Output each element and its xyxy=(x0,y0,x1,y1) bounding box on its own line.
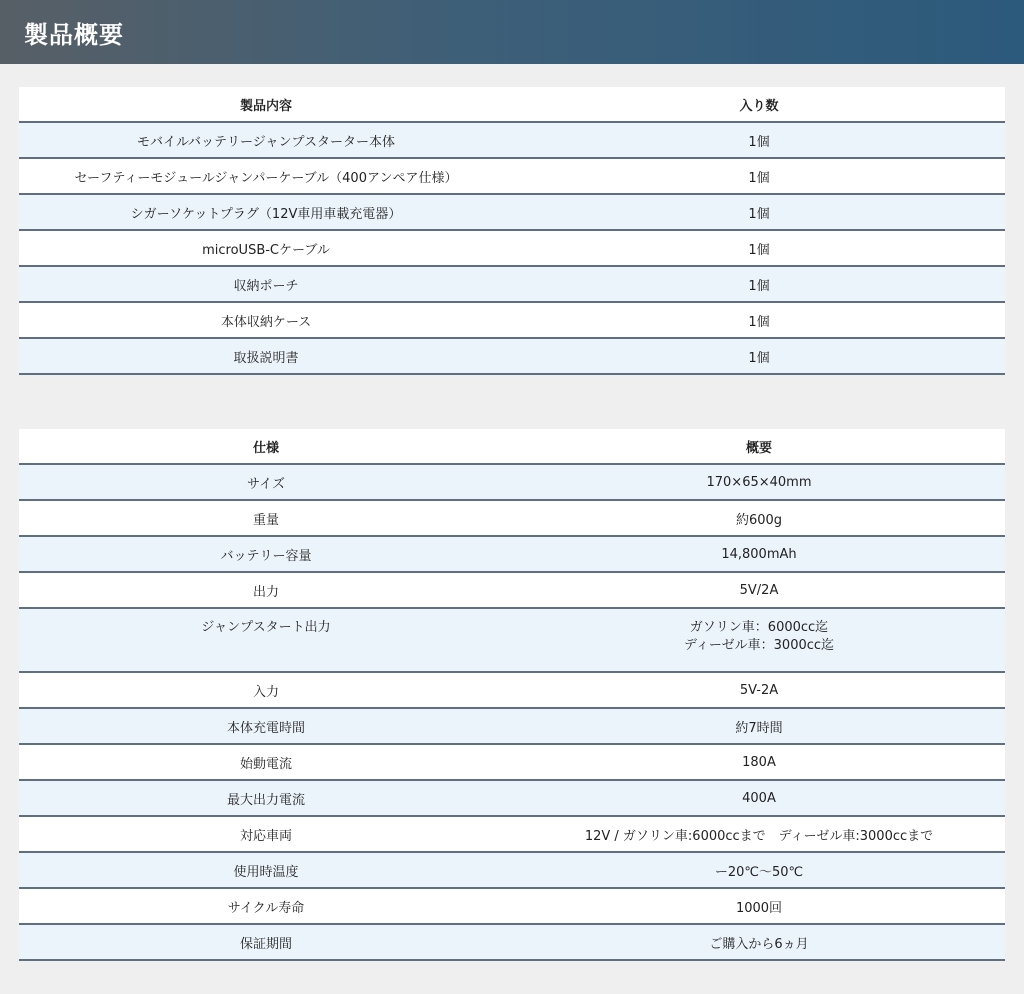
table-row xyxy=(19,122,1005,158)
table-row xyxy=(19,464,1005,500)
table-row xyxy=(19,608,1005,672)
spec-name: 重量 xyxy=(19,500,513,536)
table-row xyxy=(19,924,1005,960)
item-name: シガーソケットプラグ（12V車用車載充電器） xyxy=(19,194,513,230)
spec-value: 14,800mAh xyxy=(513,536,1005,572)
table-row xyxy=(19,780,1005,816)
spec-name: 本体充電時間 xyxy=(19,708,513,744)
spec-name: 保証期間 xyxy=(19,924,513,960)
spec-name: サイクル寿命 xyxy=(19,888,513,924)
spec-value: 1000回 xyxy=(513,888,1005,924)
item-name: microUSB-Cケーブル xyxy=(19,230,513,266)
page-header xyxy=(0,0,1024,64)
spec-value xyxy=(513,608,1005,672)
spec-value: ー20℃〜50℃ xyxy=(513,852,1005,888)
column-header-spec: 仕様 xyxy=(19,429,513,464)
spec-value: 400A xyxy=(513,780,1005,816)
item-name: セーフティーモジュールジャンパーケーブル（400アンペア仕様） xyxy=(19,158,513,194)
column-header-summary: 概要 xyxy=(513,429,1005,464)
spec-name: 出力 xyxy=(19,572,513,608)
spec-value: 180A xyxy=(513,744,1005,780)
item-quantity: 1個 xyxy=(513,122,1005,158)
item-name: 本体収納ケース xyxy=(19,302,513,338)
spec-value: 約600g xyxy=(513,500,1005,536)
table-row xyxy=(19,572,1005,608)
table-row xyxy=(19,744,1005,780)
item-quantity: 1個 xyxy=(513,266,1005,302)
page-title: 製品概要 xyxy=(24,19,124,49)
table-header-row xyxy=(19,87,1005,122)
spec-table xyxy=(19,429,1005,961)
contents-table xyxy=(19,87,1005,375)
spec-value-line: ガソリン車：6000cc迄 xyxy=(689,620,829,635)
spec-value: 170×65×40mm xyxy=(513,464,1005,500)
spec-name: バッテリー容量 xyxy=(19,536,513,572)
table-row xyxy=(19,672,1005,708)
table-row xyxy=(19,852,1005,888)
item-name: 収納ポーチ xyxy=(19,266,513,302)
spec-name: 入力 xyxy=(19,672,513,708)
item-quantity: 1個 xyxy=(513,302,1005,338)
item-name: 取扱説明書 xyxy=(19,338,513,374)
spec-name: サイズ xyxy=(19,464,513,500)
spec-name: 最大出力電流 xyxy=(19,780,513,816)
table-row xyxy=(19,194,1005,230)
table-header-row xyxy=(19,429,1005,464)
spec-name: 始動電流 xyxy=(19,744,513,780)
spec-name: 使用時温度 xyxy=(19,852,513,888)
table-row xyxy=(19,500,1005,536)
spec-value: ご購入から6ヵ月 xyxy=(513,924,1005,960)
spec-value: 5V/2A xyxy=(513,572,1005,608)
table-row xyxy=(19,708,1005,744)
spec-name: ジャンプスタート出力 xyxy=(19,608,513,672)
table-row xyxy=(19,230,1005,266)
spec-name: 対応車両 xyxy=(19,816,513,852)
table-row xyxy=(19,338,1005,374)
table-row xyxy=(19,816,1005,852)
table-row xyxy=(19,888,1005,924)
item-quantity: 1個 xyxy=(513,230,1005,266)
spec-value: 約7時間 xyxy=(513,708,1005,744)
item-name: モバイルバッテリージャンプスターター本体 xyxy=(19,122,513,158)
table-row xyxy=(19,302,1005,338)
item-quantity: 1個 xyxy=(513,194,1005,230)
column-header-quantity: 入り数 xyxy=(513,87,1005,122)
table-row xyxy=(19,266,1005,302)
item-quantity: 1個 xyxy=(513,338,1005,374)
column-header-contents: 製品内容 xyxy=(19,87,513,122)
item-quantity: 1個 xyxy=(513,158,1005,194)
table-row xyxy=(19,158,1005,194)
spec-value-line: ディーゼル車：3000cc迄 xyxy=(683,638,835,653)
spec-value: 5V-2A xyxy=(513,672,1005,708)
spec-value: 12V / ガソリン車:6000ccまで ディーゼル車:3000ccまで xyxy=(513,816,1005,852)
table-row xyxy=(19,536,1005,572)
